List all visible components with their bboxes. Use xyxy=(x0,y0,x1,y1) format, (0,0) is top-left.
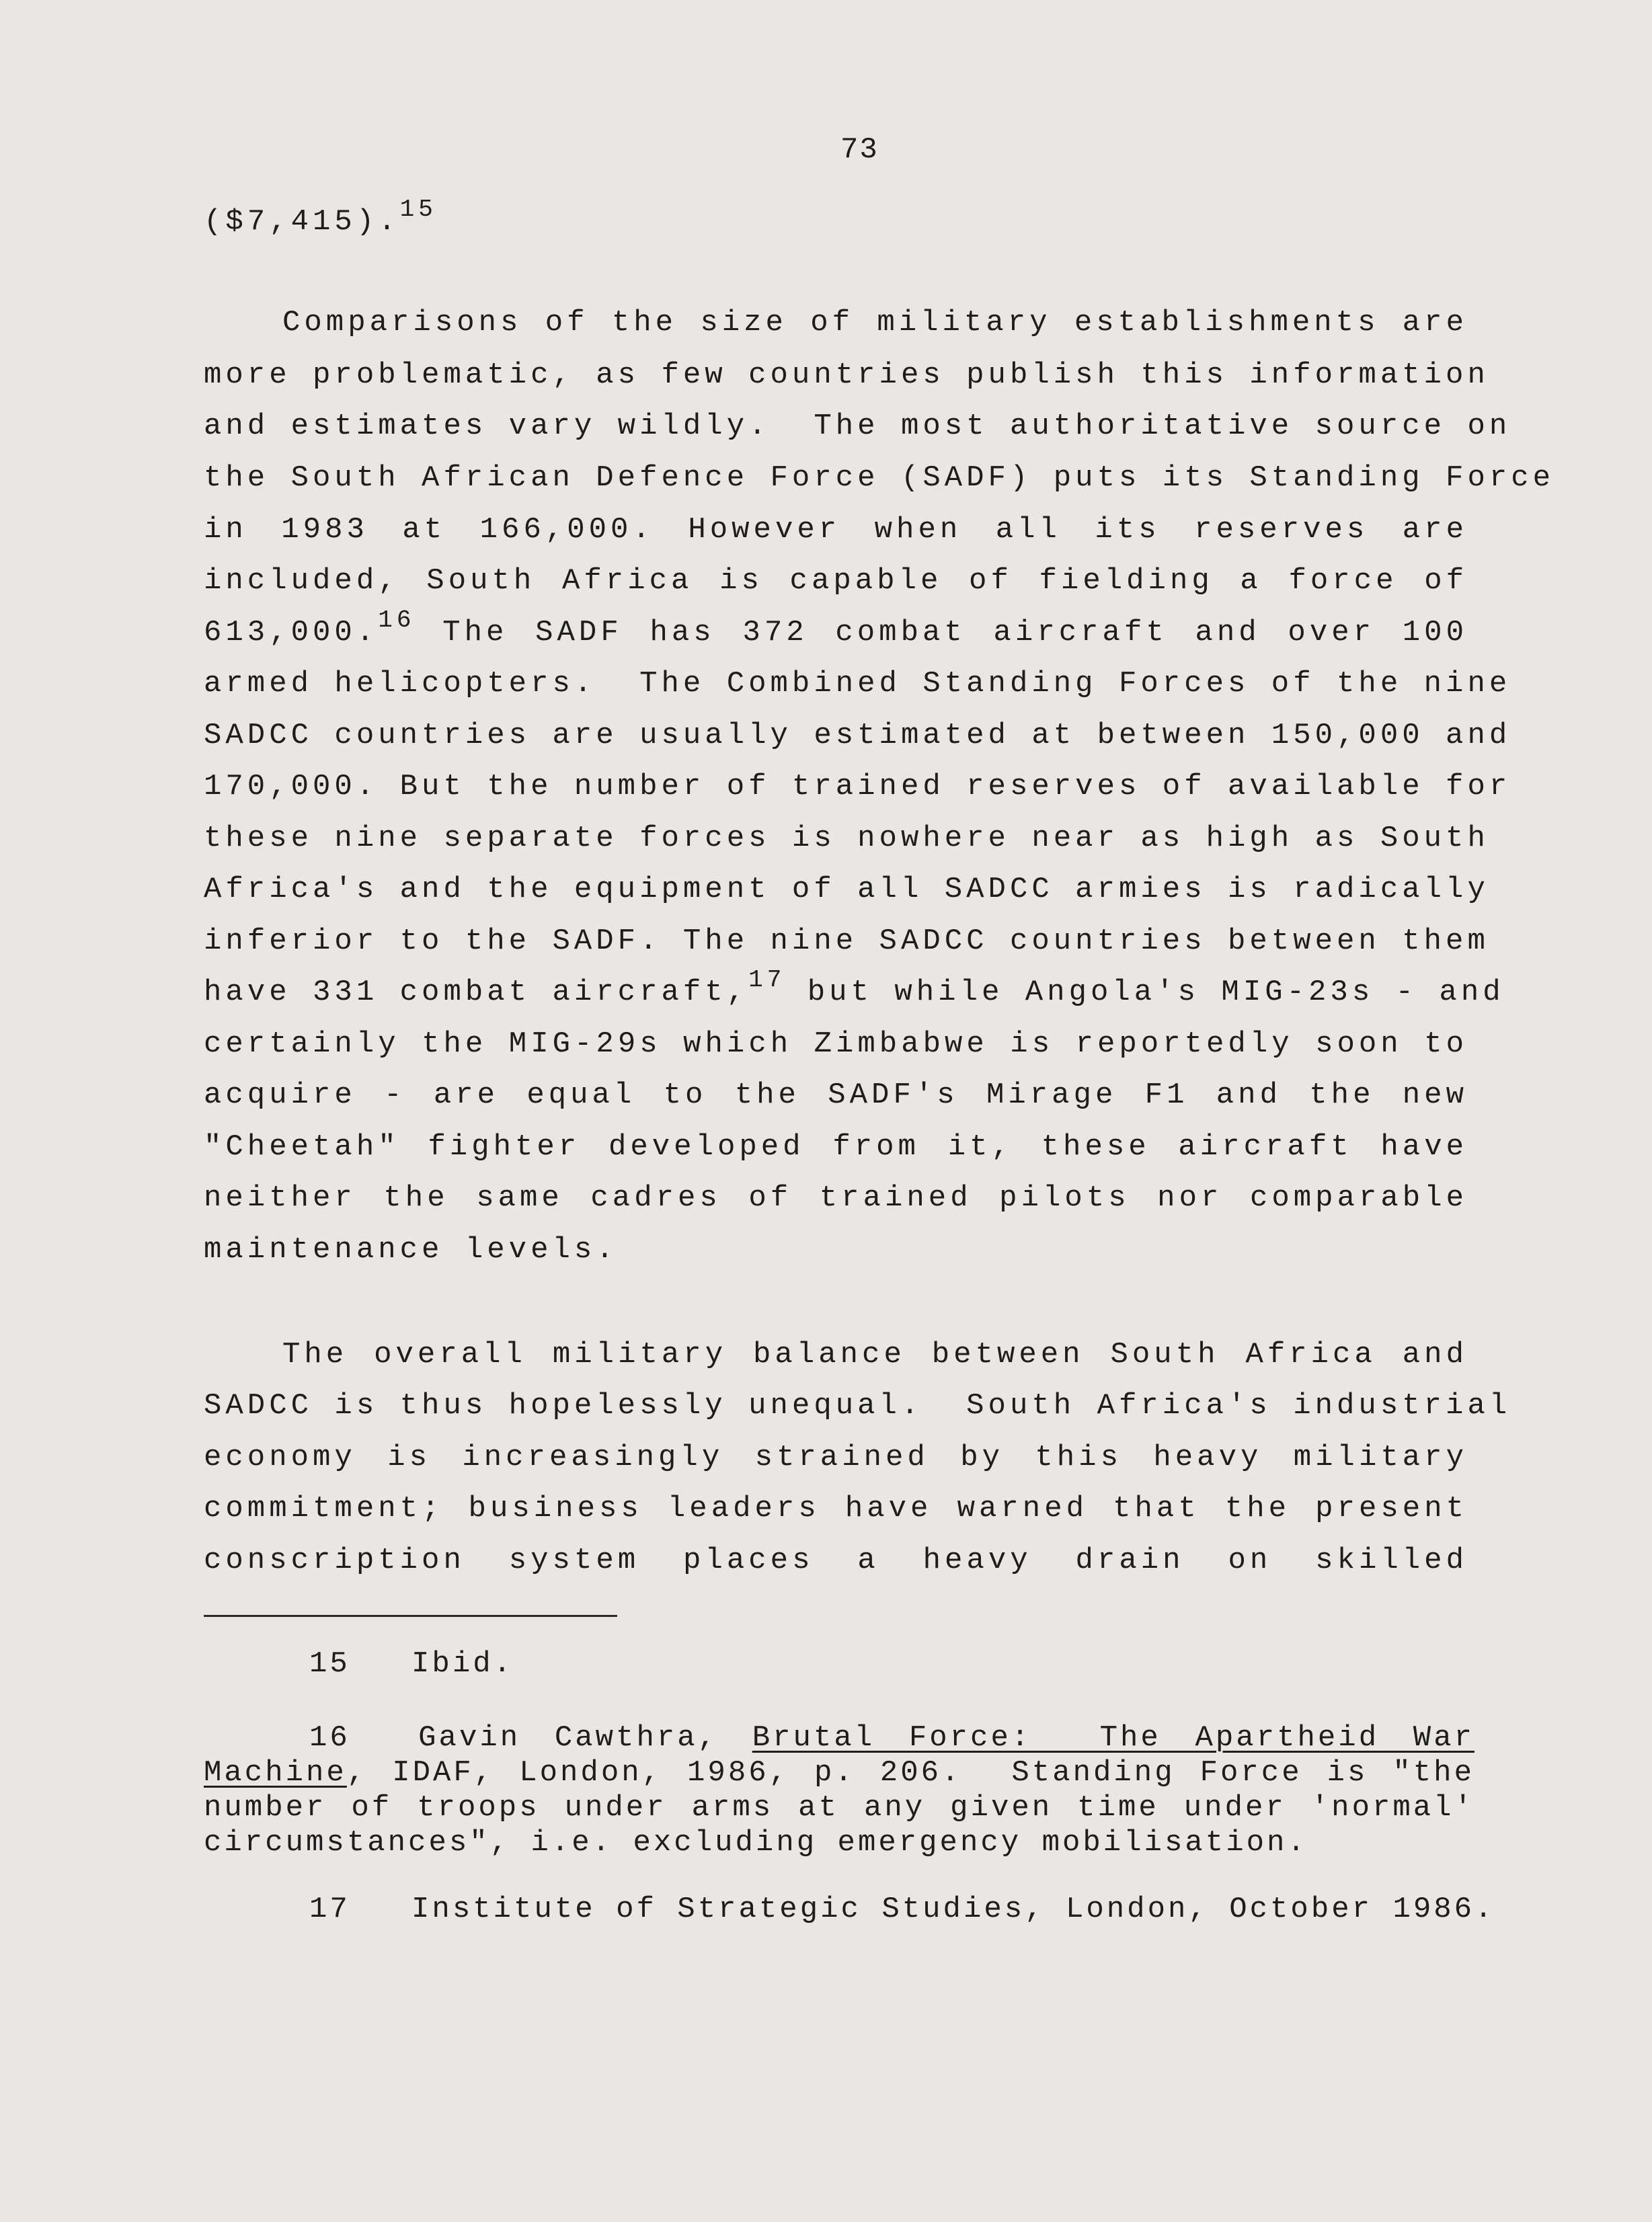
body-line: ($7,415).$^{15}$ xyxy=(204,196,437,239)
footnote-ref: 17 xyxy=(748,966,786,994)
body-line: the South African Defence Force (SADF) puts its Standing Force xyxy=(204,461,1555,495)
body-line: 170,000. But the number of trained reserves of available for xyxy=(204,770,1511,803)
footnote-15 xyxy=(309,1647,713,1681)
body-line: Comparisons of the size of military establishments are xyxy=(282,306,1468,340)
footnote-16-line: circumstances", i.e. excluding emergency mobilisation. xyxy=(204,1826,1308,1860)
footnote-separator xyxy=(204,1615,617,1617)
body-line: commitment; business leaders have warned that the present xyxy=(204,1492,1468,1525)
body-line: inferior to the SADF. The nine SADCC countries between them xyxy=(204,924,1489,958)
footnote-text: Institute of Strategic Studies, London, October 1986. xyxy=(411,1893,1495,1926)
footnote-number: 17 xyxy=(309,1893,350,1926)
footnote-ref: 16 xyxy=(378,606,416,634)
footnote-ref: 15 xyxy=(399,196,437,223)
footnote-16-line: number of troops under arms at any given time under 'normal' xyxy=(204,1791,1474,1825)
footnote-16-line: Machine, IDAF, London, 1986, p. 206. Standing Force is "the xyxy=(204,1756,1474,1790)
body-line: "Cheetah" fighter developed from it, these aircraft have xyxy=(204,1130,1468,1164)
footnote-text: Ibid. xyxy=(411,1647,514,1681)
page-number: 73 xyxy=(840,133,879,167)
book-title: Brutal Force: The Apartheid War xyxy=(752,1721,1474,1755)
body-line: armed helicopters. The Combined Standing Forces of the nine xyxy=(204,667,1511,701)
body-line: The overall military balance between South Africa and xyxy=(282,1338,1468,1372)
body-line: included, South Africa is capable of fielding a force of xyxy=(204,564,1468,598)
body-line: have 331 combat aircraft,$^{17}$ but while Angola's MIG-23s - and xyxy=(204,966,1505,1009)
body-line: in 1983 at 166,000. However when all its reserves are xyxy=(204,513,1468,547)
body-line: SADCC countries are usually estimated at between 150,000 and xyxy=(204,719,1511,752)
body-line: neither the same cadres of trained pilots nor comparable xyxy=(204,1181,1468,1215)
footnote-number: 15 xyxy=(309,1647,350,1681)
body-line: Africa's and the equipment of all SADCC armies is radically xyxy=(204,873,1489,906)
body-line: conscription system places a heavy drain on skilled xyxy=(204,1544,1468,1577)
body-line: economy is increasingly strained by this heavy military xyxy=(204,1441,1468,1474)
body-line: certainly the MIG-29s which Zimbabwe is reportedly soon to xyxy=(204,1027,1468,1061)
body-line: acquire - are equal to the SADF's Mirage F1 and the new xyxy=(204,1078,1468,1112)
body-line: maintenance levels. xyxy=(204,1233,618,1267)
body-line: and estimates vary wildly. The most authoritative source on xyxy=(204,409,1511,443)
body-line: 613,000.16 The SADF has 372 combat aircraft and over 100 xyxy=(204,606,1468,649)
book-title-cont: Machine xyxy=(204,1756,347,1790)
body-line: more problematic, as few countries publish this information xyxy=(204,358,1489,392)
body-line: SADCC is thus hopelessly unequal. South Africa's industrial xyxy=(204,1389,1511,1423)
footnote-number: 16 xyxy=(309,1721,350,1755)
footnote-17 xyxy=(309,1893,1495,1926)
body-line: these nine separate forces is nowhere near as high as South xyxy=(204,822,1489,855)
footnote-16-line: 16 Gavin Cawthra, Brutal Force: The Apartheid War xyxy=(309,1721,1474,1755)
